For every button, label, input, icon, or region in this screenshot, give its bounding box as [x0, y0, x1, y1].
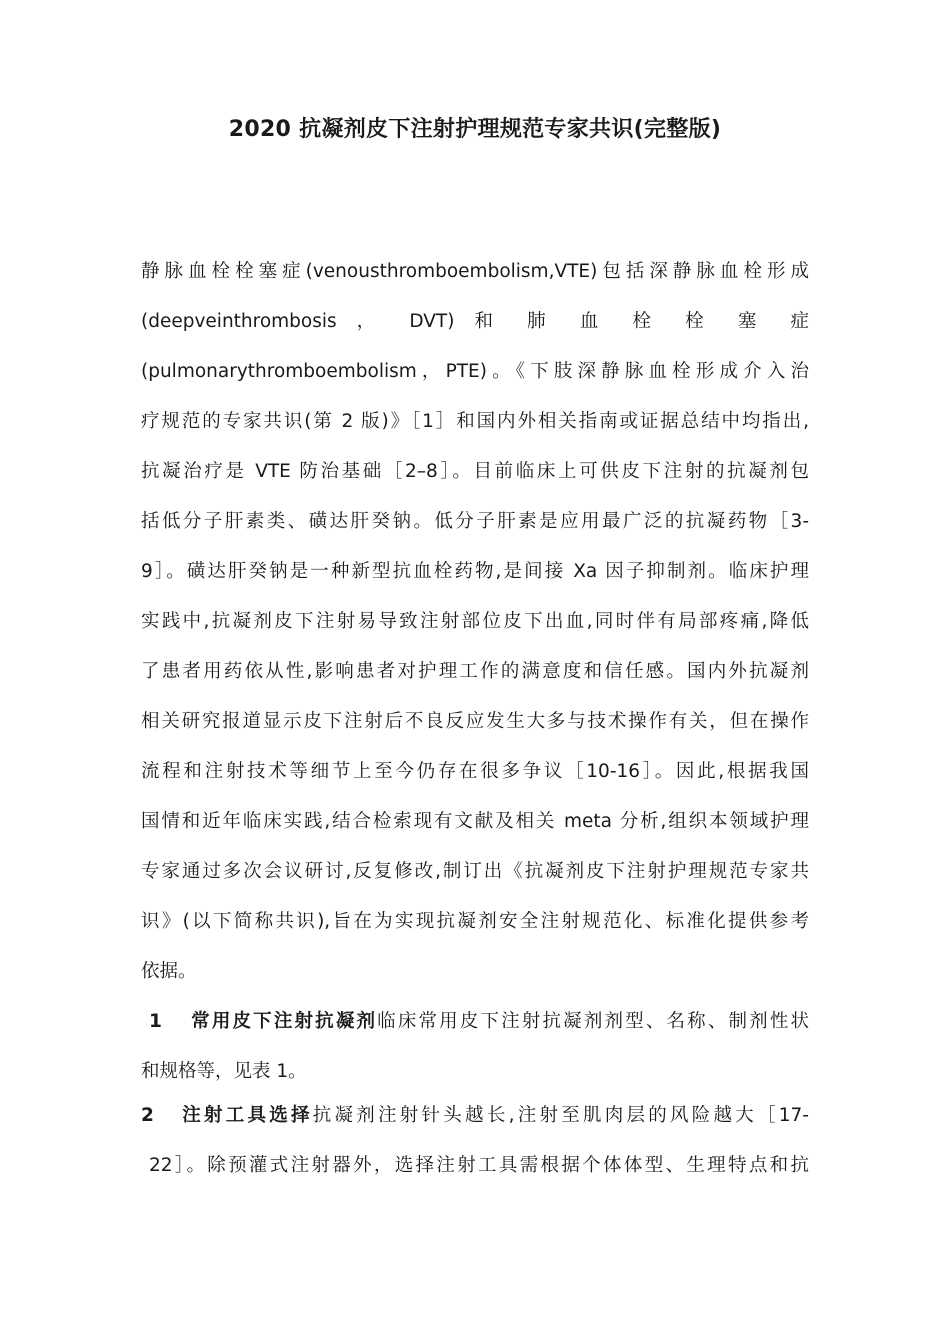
section-text: 抗凝剂注射针头越长,注射至肌肉层的风险越大［17-	[312, 1105, 809, 1126]
section-heading: 常用皮下注射抗凝剂	[189, 1011, 378, 1032]
text-line: 国情和近年临床实践,结合检索现有文献及相关 meta 分析,组织本领域护理	[141, 811, 809, 832]
section-text: 22］。除预灌式注射器外，选择注射工具需根据个体体型、生理特点和抗	[149, 1155, 809, 1176]
text-line: 相关研究报道显示皮下注射后不良反应发生大多与技术操作有关，但在操作	[141, 711, 809, 732]
section-text: 临床常用皮下注射抗凝剂剂型、名称、制剂性状	[377, 1011, 809, 1032]
intro-paragraph	[141, 247, 809, 997]
section-1-line-1	[141, 997, 809, 1047]
section-1	[141, 997, 809, 1097]
text-line: 疗规范的专家共识(第 2 版)》［1］和国内外相关指南或证据总结中均指出,	[141, 411, 809, 432]
section-2-line-1	[141, 1091, 809, 1141]
section-number: 2	[141, 1105, 154, 1126]
section-heading: 注射工具选择	[179, 1105, 313, 1126]
text-line: 实践中,抗凝剂皮下注射易导致注射部位皮下出血,同时伴有局部疼痛,降低	[141, 611, 809, 632]
text-line: 专家通过多次会议研讨,反复修改,制订出《抗凝剂皮下注射护理规范专家共	[141, 861, 809, 882]
text-line: 括低分子肝素类、磺达肝癸钠。低分子肝素是应用最广泛的抗凝药物［3-	[141, 511, 809, 532]
text-line: (pulmonarythromboembolism，PTE)。《下肢深静脉血栓形成介入治	[141, 361, 809, 382]
text-line: 流程和注射技术等细节上至今仍存在很多争议［10-16］。因此,根据我国	[141, 761, 809, 782]
document-title: 2020 抗凝剂皮下注射护理规范专家共识(完整版)	[228, 117, 722, 142]
section-text: 和规格等，见表 1。	[141, 1061, 307, 1082]
text-line: 了患者用药依从性,影响患者对护理工作的满意度和信任感。国内外抗凝剂	[141, 661, 809, 682]
text-line: 静脉血栓栓塞症(venousthromboembolism,VTE)包括深静脉血栓形成	[141, 261, 809, 282]
section-2	[141, 1091, 809, 1191]
text-line: 依据。	[141, 961, 197, 982]
section-number: 1	[149, 1011, 162, 1032]
text-line: 识》(以下简称共识),旨在为实现抗凝剂安全注射规范化、标准化提供参考	[141, 911, 809, 932]
text-line: 抗凝治疗是 VTE 防治基础［2–8］。目前临床上可供皮下注射的抗凝剂包	[141, 461, 809, 482]
text-line: (deepveinthrombosis ， DVT) 和 肺 血 栓 栓 塞 症	[141, 311, 809, 332]
text-line: 9］。磺达肝癸钠是一种新型抗血栓药物,是间接 Xa 因子抑制剂。临床护理	[141, 561, 809, 582]
